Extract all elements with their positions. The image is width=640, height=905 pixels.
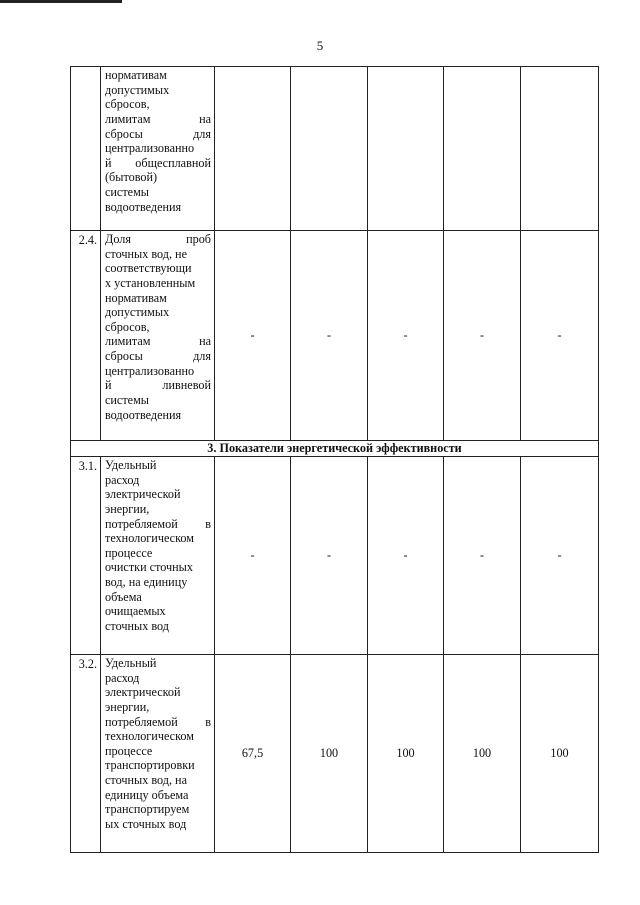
- description-word: й: [105, 378, 112, 393]
- description-word: х установленным: [105, 275, 196, 290]
- indicator-description: [101, 655, 215, 853]
- value-cell: -: [215, 231, 291, 441]
- description-word: сбросов,: [105, 97, 150, 112]
- description-line: [105, 97, 211, 112]
- indicator-description: [101, 457, 215, 655]
- description-word: энергии,: [105, 501, 150, 516]
- section-header-row: [71, 441, 599, 457]
- description-line: [105, 112, 211, 127]
- value-cell: -: [521, 231, 599, 441]
- description-word: для: [193, 126, 211, 141]
- description-line: [105, 671, 211, 686]
- description-line: [105, 560, 211, 575]
- description-word: системы: [105, 185, 149, 200]
- value-cell: -: [368, 231, 444, 441]
- description-word: потребляемой: [105, 516, 178, 531]
- description-word: процессе: [105, 743, 153, 758]
- value-cell: 67,5: [215, 655, 291, 853]
- value-cell: -: [291, 231, 368, 441]
- description-line: [105, 185, 211, 200]
- description-line: [105, 334, 211, 349]
- description-word: объема: [105, 589, 142, 604]
- description-word: на: [199, 111, 211, 126]
- description-line: [105, 156, 211, 171]
- description-line: [105, 656, 211, 671]
- table-row: [71, 655, 599, 853]
- description-line: [105, 408, 211, 423]
- description-line: [105, 393, 211, 408]
- description-word: лимитам: [105, 334, 151, 349]
- description-word: нормативам: [105, 68, 167, 82]
- description-word: допустимых: [105, 305, 170, 320]
- row-number: 3.2.: [71, 655, 101, 853]
- description-line: [105, 700, 211, 715]
- description-word: транспортируем: [105, 802, 190, 817]
- description-word: водоотведения: [105, 199, 182, 214]
- description-line: [105, 291, 211, 306]
- description-line: [105, 320, 211, 335]
- description-line: [105, 715, 211, 730]
- description-line: [105, 575, 211, 590]
- description-line: [105, 604, 211, 619]
- description-word: общесплавной: [135, 155, 211, 170]
- description-word: единицу объема: [105, 787, 189, 802]
- value-cell: 100: [444, 655, 521, 853]
- value-cell: -: [368, 457, 444, 655]
- indicators-table: [70, 66, 599, 853]
- description-line: [105, 305, 211, 320]
- description-line: [105, 141, 211, 156]
- description-line: [105, 170, 211, 185]
- description-line: [105, 261, 211, 276]
- description-word: (бытовой): [105, 170, 158, 185]
- description-line: [105, 473, 211, 488]
- value-cell: -: [444, 457, 521, 655]
- table-row: [71, 457, 599, 655]
- description-word: сбросов,: [105, 319, 150, 334]
- description-word: Доля: [105, 232, 131, 246]
- value-cell: -: [521, 457, 599, 655]
- description-line: [105, 619, 211, 634]
- description-word: электрической: [105, 685, 181, 700]
- description-word: очистки сточных: [105, 560, 193, 575]
- description-word: сточных вод, на: [105, 773, 187, 788]
- description-line: [105, 744, 211, 759]
- description-word: й: [105, 155, 112, 170]
- description-word: вод, на единицу: [105, 575, 188, 590]
- description-word: процессе: [105, 545, 153, 560]
- value-cell: [521, 67, 599, 231]
- description-line: [105, 68, 211, 83]
- description-word: электрической: [105, 487, 181, 502]
- description-word: допустимых: [105, 82, 170, 97]
- description-word: системы: [105, 393, 149, 408]
- table-row: [71, 231, 599, 441]
- description-line: [105, 788, 211, 803]
- description-word: сбросы: [105, 349, 143, 364]
- description-word: для: [193, 349, 211, 364]
- description-word: централизованно: [105, 363, 195, 378]
- description-line: [105, 232, 211, 247]
- description-line: [105, 378, 211, 393]
- description-line: [105, 758, 211, 773]
- description-line: [105, 546, 211, 561]
- description-word: очищаемых: [105, 604, 166, 619]
- indicator-description: [101, 231, 215, 441]
- description-word: нормативам: [105, 290, 167, 305]
- description-word: сточных вод: [105, 619, 169, 634]
- value-cell: [215, 67, 291, 231]
- description-line: [105, 531, 211, 546]
- description-word: Удельный: [105, 656, 157, 670]
- description-line: [105, 200, 211, 215]
- value-cell: [444, 67, 521, 231]
- row-number: 2.4.: [71, 231, 101, 441]
- value-cell: [291, 67, 368, 231]
- description-line: [105, 517, 211, 532]
- description-line: [105, 817, 211, 832]
- description-word: технологическом: [105, 531, 194, 546]
- description-word: соответствующи: [105, 261, 192, 276]
- description-line: [105, 685, 211, 700]
- row-number: 3.1.: [71, 457, 101, 655]
- description-word: ливневой: [162, 378, 211, 393]
- description-word: расход: [105, 670, 140, 685]
- description-word: технологическом: [105, 729, 194, 744]
- value-cell: -: [215, 457, 291, 655]
- description-word: на: [199, 334, 211, 349]
- description-word: расход: [105, 472, 140, 487]
- description-word: водоотведения: [105, 407, 182, 422]
- description-word: энергии,: [105, 699, 150, 714]
- description-line: [105, 247, 211, 262]
- description-line: [105, 802, 211, 817]
- description-line: [105, 590, 211, 605]
- description-word: сбросы: [105, 126, 143, 141]
- description-line: [105, 349, 211, 364]
- page-number: 5: [316, 38, 324, 53]
- description-line: [105, 773, 211, 788]
- value-cell: -: [444, 231, 521, 441]
- description-line: [105, 127, 211, 142]
- description-word: ых сточных вод: [105, 817, 187, 832]
- section-title: 3. Показатели энергетической эффективности: [71, 441, 599, 457]
- description-line: [105, 83, 211, 98]
- description-word: потребляемой: [105, 714, 178, 729]
- value-cell: 100: [521, 655, 599, 853]
- value-cell: [368, 67, 444, 231]
- description-line: [105, 364, 211, 379]
- scan-edge-mark: [0, 0, 122, 3]
- description-line: [105, 458, 211, 473]
- description-word: в: [205, 714, 211, 729]
- description-line: [105, 502, 211, 517]
- description-line: [105, 487, 211, 502]
- row-number: [71, 67, 101, 231]
- description-word: транспортировки: [105, 758, 195, 773]
- value-cell: -: [291, 457, 368, 655]
- table-row: [71, 67, 599, 231]
- description-word: сточных вод, не: [105, 246, 187, 261]
- description-word: лимитам: [105, 111, 151, 126]
- value-cell: 100: [368, 655, 444, 853]
- value-cell: 100: [291, 655, 368, 853]
- description-line: [105, 276, 211, 291]
- description-word: проб: [186, 232, 211, 246]
- description-word: в: [205, 516, 211, 531]
- description-word: Удельный: [105, 458, 157, 472]
- description-word: централизованно: [105, 141, 195, 156]
- description-line: [105, 729, 211, 744]
- indicator-description: [101, 67, 215, 231]
